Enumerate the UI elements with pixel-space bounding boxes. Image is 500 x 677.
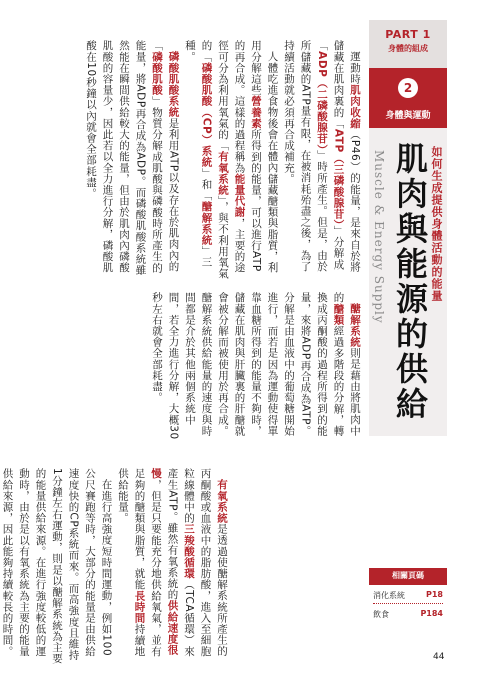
text: 」和「 — [200, 167, 213, 201]
text: 」物質分解成肌酸與磷酸時所產生的能量，將ADP再合成為ADP。而磷酸肌酸系統雖然能在瞬間供給較大的能量，但由於肌肉內磷酸肌酸的容量少，因此若以全力進行分解，磷酸肌酸在10秒鐘以內就會全部耗盡。 — [85, 40, 163, 276]
related-row[interactable] — [373, 590, 443, 601]
article-title: 肌肉與能源的供給 — [391, 142, 429, 422]
text: 持續地供給能量。 — [117, 468, 146, 657]
highlight: 醣解系統 — [349, 302, 361, 347]
text: 是透過使醣解系統所產生的丙酮酸或血液中的脂肪酸，進入至細胞粒線體中的 — [183, 468, 228, 657]
text: 經過多階段的分解，轉換成丙酮酸的過程所得到的能量，來將ADP再合成為ATP。分解是由血液中的葡萄糖開始進行，而若是因為運動使得單靠血糖所得到的能量不夠時，儲藏在肌肉與肝臟裏的肝醣就會被分解而被使用於再合成。醣解系統供給能量的速度與時間都是介於其他兩個系統中間，若全力進行分解，大概30秒左右就會全部耗盡。 — [151, 292, 345, 440]
divider — [373, 603, 443, 604]
part-label: PART 1 — [385, 28, 431, 41]
highlight: 磷酸肌酸 — [151, 51, 163, 96]
article-english-title: Muscle & Energy Supply — [372, 150, 386, 324]
body-text-middle — [46, 292, 363, 442]
article-subtitle: 如何生成提供身體活動的能量 — [430, 146, 443, 302]
paragraph — [115, 468, 231, 664]
chapter-name: 身體與運動 — [385, 111, 431, 121]
highlight: 供給速度很慢 — [150, 468, 179, 656]
paragraph: 在進行高強度短時間運動，例如100公尺賽跑等時，大部分的能量是由供給速度快的CP系統而來。而高強度且維持1分鐘左右運動，則是以醣解系統為主要的能量供給來源。在進行強度較低的運動時，由於是以有氧系統為主要的能量供給來源，因此能夠持續較長的時間。 — [1, 468, 113, 664]
related-pages-title: 相關頁碼 — [369, 568, 447, 584]
part-subtitle: 身體的組成 — [388, 44, 428, 53]
text: 」三種。 — [184, 40, 213, 268]
highlight: 長時間 — [133, 590, 146, 624]
page-number: 44 — [433, 652, 445, 662]
text: （TCA循環）來產生ATP。雖然有氧系統的 — [166, 468, 195, 657]
related-row[interactable] — [373, 609, 443, 620]
related-page[interactable]: P18 — [426, 590, 443, 599]
related-page[interactable]: P184 — [420, 609, 443, 618]
highlight: 營養素 — [250, 95, 262, 129]
highlight: 磷酸肌酸系統 — [167, 50, 180, 118]
chapter-number: 2 — [398, 78, 418, 98]
text: 人體吃進食物後會在體內儲藏醣類與脂質，利用分解這些 — [250, 40, 279, 273]
text: 」，與不利用氧氣的「 — [200, 40, 229, 279]
related-label: 飲食 — [373, 610, 389, 619]
highlight: 磷酸肌酸（CP）系統 — [200, 62, 213, 168]
related-label: 消化系統 — [373, 591, 405, 600]
text: ，主要的途徑可分為利用氧氣的「 — [217, 40, 246, 274]
paragraph — [281, 40, 364, 280]
highlight: 能量代謝 — [233, 173, 246, 218]
highlight: 醣類 — [332, 303, 345, 326]
paragraph — [149, 292, 364, 442]
text: 是利用ATP以及存在於肌肉內的「 — [151, 40, 180, 272]
highlight: ATP（三磷酸腺苷） — [332, 128, 345, 226]
text: （P46）的能量，是來自於將儲藏在肌肉裏的「 — [332, 40, 361, 272]
text: 運動時 — [349, 50, 361, 84]
text: 所得到的能量，可以進行ATP的再合成。這樣的過程稱為 — [233, 40, 262, 272]
text: 」時所產生。但是，由於所儲藏的ATP量有限，在被消耗殆盡之後，為了持續活動就必須再合成補充。 — [283, 40, 328, 273]
body-text-top — [46, 40, 363, 280]
highlight: 肌肉收縮 — [349, 83, 361, 129]
highlight: 醣解系統 — [200, 200, 213, 246]
text: 」分解成「 — [316, 40, 345, 270]
paragraph — [182, 40, 281, 280]
highlight: 有氧系統 — [216, 478, 228, 523]
highlight: 三羧酸循環 — [183, 523, 195, 579]
text: ，但是只要能充分地供給氧氣，並有足夠的醣類與脂質，就能 — [133, 468, 162, 657]
highlight: 有氧系統 — [217, 151, 229, 196]
body-text-bottom — [1, 468, 230, 664]
paragraph — [83, 40, 182, 280]
highlight: ADP（二磷酸腺苷） — [316, 51, 328, 150]
text: 則是藉由將肌肉中的 — [332, 292, 361, 436]
